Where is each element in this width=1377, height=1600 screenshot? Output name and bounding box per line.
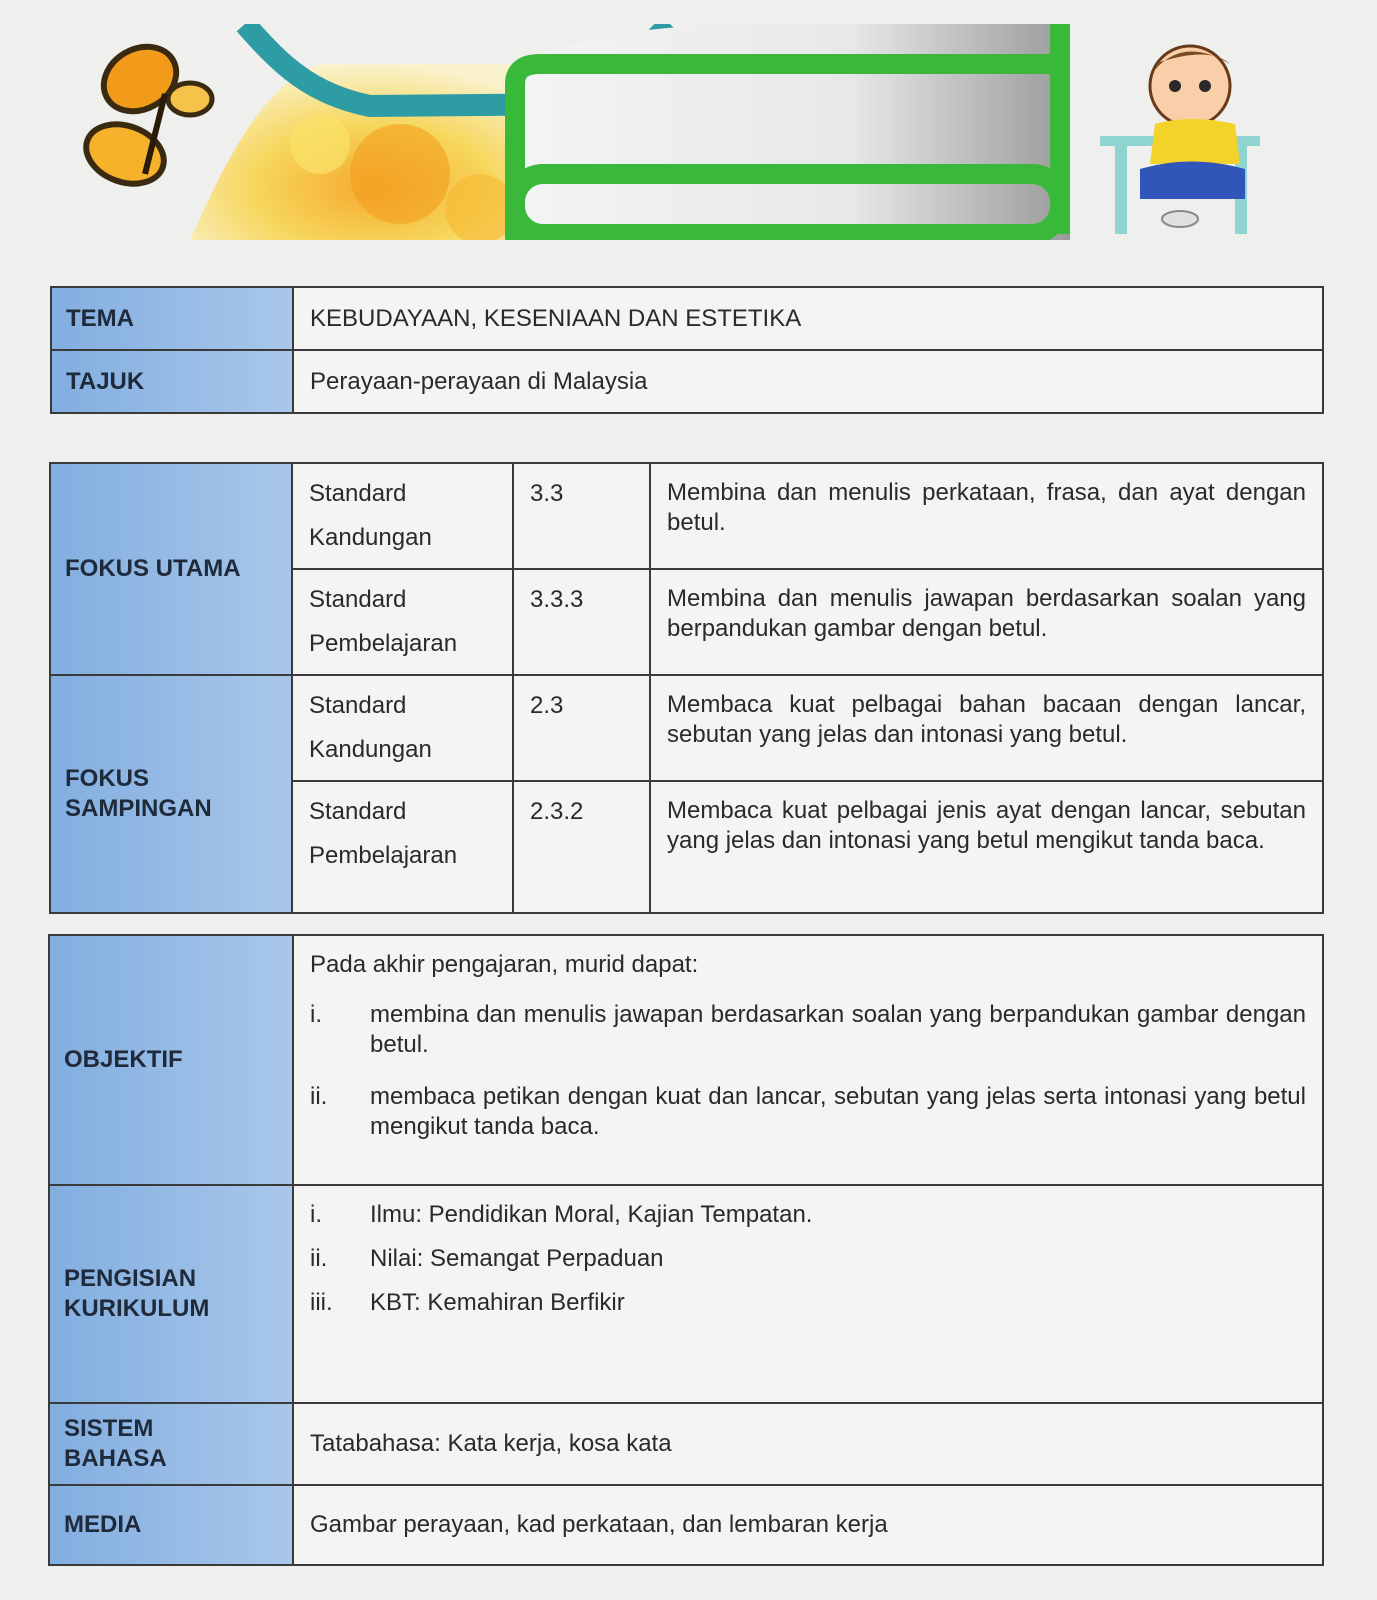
- standard-type-cell: Standard Pembelajaran: [292, 569, 513, 675]
- tema-value: KEBUDAYAAN, KESENIAAN DAN ESTETIKA: [293, 287, 1323, 350]
- list-item-number: ii.: [310, 1083, 328, 1110]
- pengisian-body: [293, 1185, 1323, 1403]
- list-item-text: KBT: Kemahiran Berfikir: [370, 1289, 625, 1316]
- header-banner: [70, 24, 1310, 240]
- media-label: MEDIA: [49, 1485, 293, 1565]
- list-item-number: i.: [310, 1001, 322, 1028]
- list-item: [310, 1200, 1306, 1230]
- banner-illustration: [70, 24, 1310, 240]
- list-item-number: ii.: [310, 1245, 328, 1272]
- standard-code-cell: 3.3.3: [513, 569, 650, 675]
- list-item: [310, 1082, 1306, 1142]
- sistem-bahasa-label: SISTEM BAHASA: [49, 1403, 293, 1485]
- standard-desc-cell: Membaca kuat pelbagai bahan bacaan dengan lancar, sebutan yang jelas dan intonasi yang betul.: [650, 675, 1323, 781]
- tema-tajuk-table: [50, 286, 1324, 414]
- tajuk-value: Perayaan-perayaan di Malaysia: [293, 350, 1323, 413]
- standard-type-cell: Standard Kandungan: [292, 675, 513, 781]
- objektif-body: [293, 935, 1323, 1185]
- list-item: [310, 1244, 1306, 1274]
- tajuk-label: TAJUK: [51, 350, 293, 413]
- standard-type-cell: Standard Pembelajaran: [292, 781, 513, 913]
- fokus-utama-label: FOKUS UTAMA: [50, 463, 292, 675]
- standard-desc-cell: Membina dan menulis jawapan berdasarkan soalan yang berpandukan gambar dengan betul.: [650, 569, 1323, 675]
- list-item-number: i.: [310, 1201, 322, 1228]
- objektif-list: [310, 1000, 1306, 1142]
- child-illustration-icon: [1100, 46, 1260, 234]
- list-item: [310, 1288, 1306, 1318]
- standard-desc-cell: Membina dan menulis perkataan, frasa, dan ayat dengan betul.: [650, 463, 1323, 569]
- objektif-label: OBJEKTIF: [49, 935, 293, 1185]
- standard-code-cell: 2.3: [513, 675, 650, 781]
- media-value: Gambar perayaan, kad perkataan, dan lembaran kerja: [293, 1485, 1323, 1565]
- standard-code-cell: 3.3: [513, 463, 650, 569]
- list-item-text: Nilai: Semangat Perpaduan: [370, 1245, 664, 1272]
- pengisian-list: [310, 1200, 1306, 1318]
- fokus-table: [49, 462, 1324, 914]
- list-item-number: iii.: [310, 1289, 333, 1316]
- list-item-text: membaca petikan dengan kuat dan lancar, sebutan yang jelas serta intonasi yang betul mengikut tanda baca.: [370, 1083, 1306, 1140]
- standard-desc-cell: Membaca kuat pelbagai jenis ayat dengan lancar, sebutan yang jelas dan intonasi yang betul mengikut tanda baca.: [650, 781, 1323, 913]
- list-item-text: Ilmu: Pendidikan Moral, Kajian Tempatan.: [370, 1201, 813, 1228]
- objektif-table: [48, 934, 1324, 1566]
- list-item-text: membina dan menulis jawapan berdasarkan soalan yang berpandukan gambar dengan betul.: [370, 1001, 1306, 1058]
- tema-label: TEMA: [51, 287, 293, 350]
- standard-code-cell: 2.3.2: [513, 781, 650, 913]
- objektif-intro: Pada akhir pengajaran, murid dapat:: [310, 951, 699, 978]
- sistem-bahasa-value: Tatabahasa: Kata kerja, kosa kata: [293, 1403, 1323, 1485]
- standard-type-cell: Standard Kandungan: [292, 463, 513, 569]
- list-item: [310, 1000, 1306, 1060]
- pengisian-label: PENGISIAN KURIKULUM: [49, 1185, 293, 1403]
- fokus-sampingan-label: FOKUS SAMPINGAN: [50, 675, 292, 913]
- butterfly-icon: [78, 34, 212, 194]
